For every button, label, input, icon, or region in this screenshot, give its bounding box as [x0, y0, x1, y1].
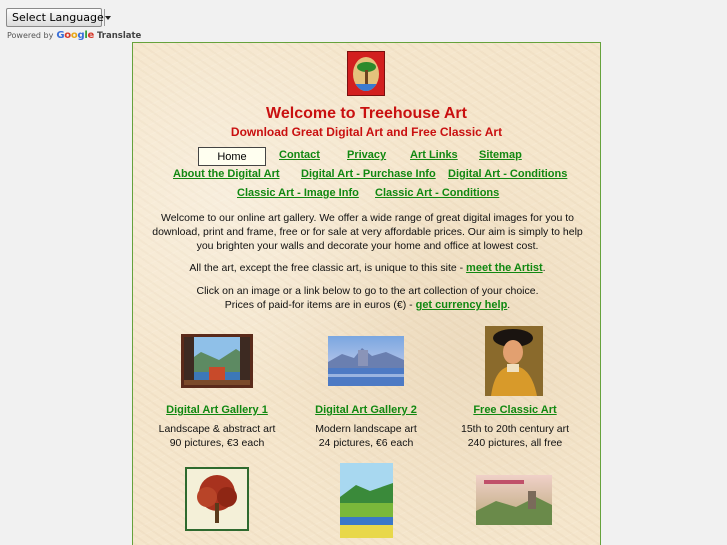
- classic-art-thumbnail[interactable]: [485, 326, 543, 396]
- gallery1-link[interactable]: Digital Art Gallery 1: [166, 404, 268, 416]
- nav-contact-link[interactable]: Contact: [279, 149, 320, 161]
- powered-by-google-translate: [7, 30, 141, 41]
- landscape-art-thumbnail[interactable]: [340, 463, 393, 538]
- classic-art-link[interactable]: Free Classic Art: [473, 404, 557, 416]
- main-panel: [132, 42, 601, 545]
- nav-sitemap-link[interactable]: Sitemap: [479, 149, 522, 161]
- gallery1-price: 90 pictures, €3 each: [169, 437, 265, 449]
- page-title: Welcome to Treehouse Art: [266, 105, 467, 122]
- meet-artist-link[interactable]: meet the Artist: [466, 262, 543, 274]
- gallery1-caption: [147, 403, 287, 450]
- gallery2-caption: [296, 403, 436, 450]
- currency-help-link[interactable]: get currency help: [415, 299, 508, 311]
- artist-paragraph: All the art, except the free classic art, is unique to this site - meet the Artist.: [189, 262, 546, 274]
- classic-art-description: 15th to 20th century art: [461, 423, 569, 435]
- nav-conditions-link[interactable]: Digital Art - Conditions: [448, 168, 568, 180]
- palm-tree-icon: [353, 57, 379, 91]
- nav-classic-info-link[interactable]: Classic Art - Image Info: [237, 187, 359, 199]
- nav-about-link[interactable]: About the Digital Art: [173, 168, 280, 180]
- translate-text: Translate: [96, 30, 142, 41]
- greeting-card-thumbnail[interactable]: [476, 475, 552, 525]
- tree-art-thumbnail[interactable]: [185, 467, 249, 531]
- nav-privacy-link[interactable]: Privacy: [347, 149, 387, 161]
- nav-home-button[interactable]: Home: [198, 147, 266, 166]
- nav-purchase-link[interactable]: Digital Art - Purchase Info: [301, 168, 436, 180]
- gallery2-description: Modern landscape art: [315, 423, 417, 435]
- classic-art-caption: [445, 403, 585, 450]
- gallery1-thumbnail[interactable]: [181, 334, 253, 388]
- page-subtitle: Download Great Digital Art and Free Classic Art: [230, 125, 503, 139]
- powered-by-text: Powered by: [7, 31, 54, 40]
- treehouse-logo[interactable]: [347, 51, 385, 96]
- nav-classic-conditions-link[interactable]: Classic Art - Conditions: [375, 187, 500, 199]
- intro-paragraph: Welcome to our online art gallery. We offer a wide range of great digital images for you to download, print and frame, free or for sale at very affordable prices. Our aim is simply to help you brighten your walls and decorate your home and office at lowest cost.: [152, 212, 583, 252]
- gallery2-link[interactable]: Digital Art Gallery 2: [315, 404, 417, 416]
- google-logo: Google: [56, 30, 94, 41]
- gallery1-description: Landscape & abstract art: [158, 423, 276, 435]
- instructions-paragraph: Click on an image or a link below to go to the art collection of your choice. Prices of paid-for items are in euros (€) - get currency help.: [196, 285, 539, 311]
- chevron-down-icon[interactable]: [104, 9, 111, 26]
- classic-art-price: 240 pictures, all free: [467, 437, 563, 449]
- nav-art-links-link[interactable]: Art Links: [410, 149, 458, 161]
- gallery2-thumbnail[interactable]: [328, 336, 404, 386]
- gallery2-price: 24 pictures, €6 each: [318, 437, 414, 449]
- language-select[interactable]: [6, 8, 102, 27]
- language-select-label: Select Language: [12, 11, 104, 24]
